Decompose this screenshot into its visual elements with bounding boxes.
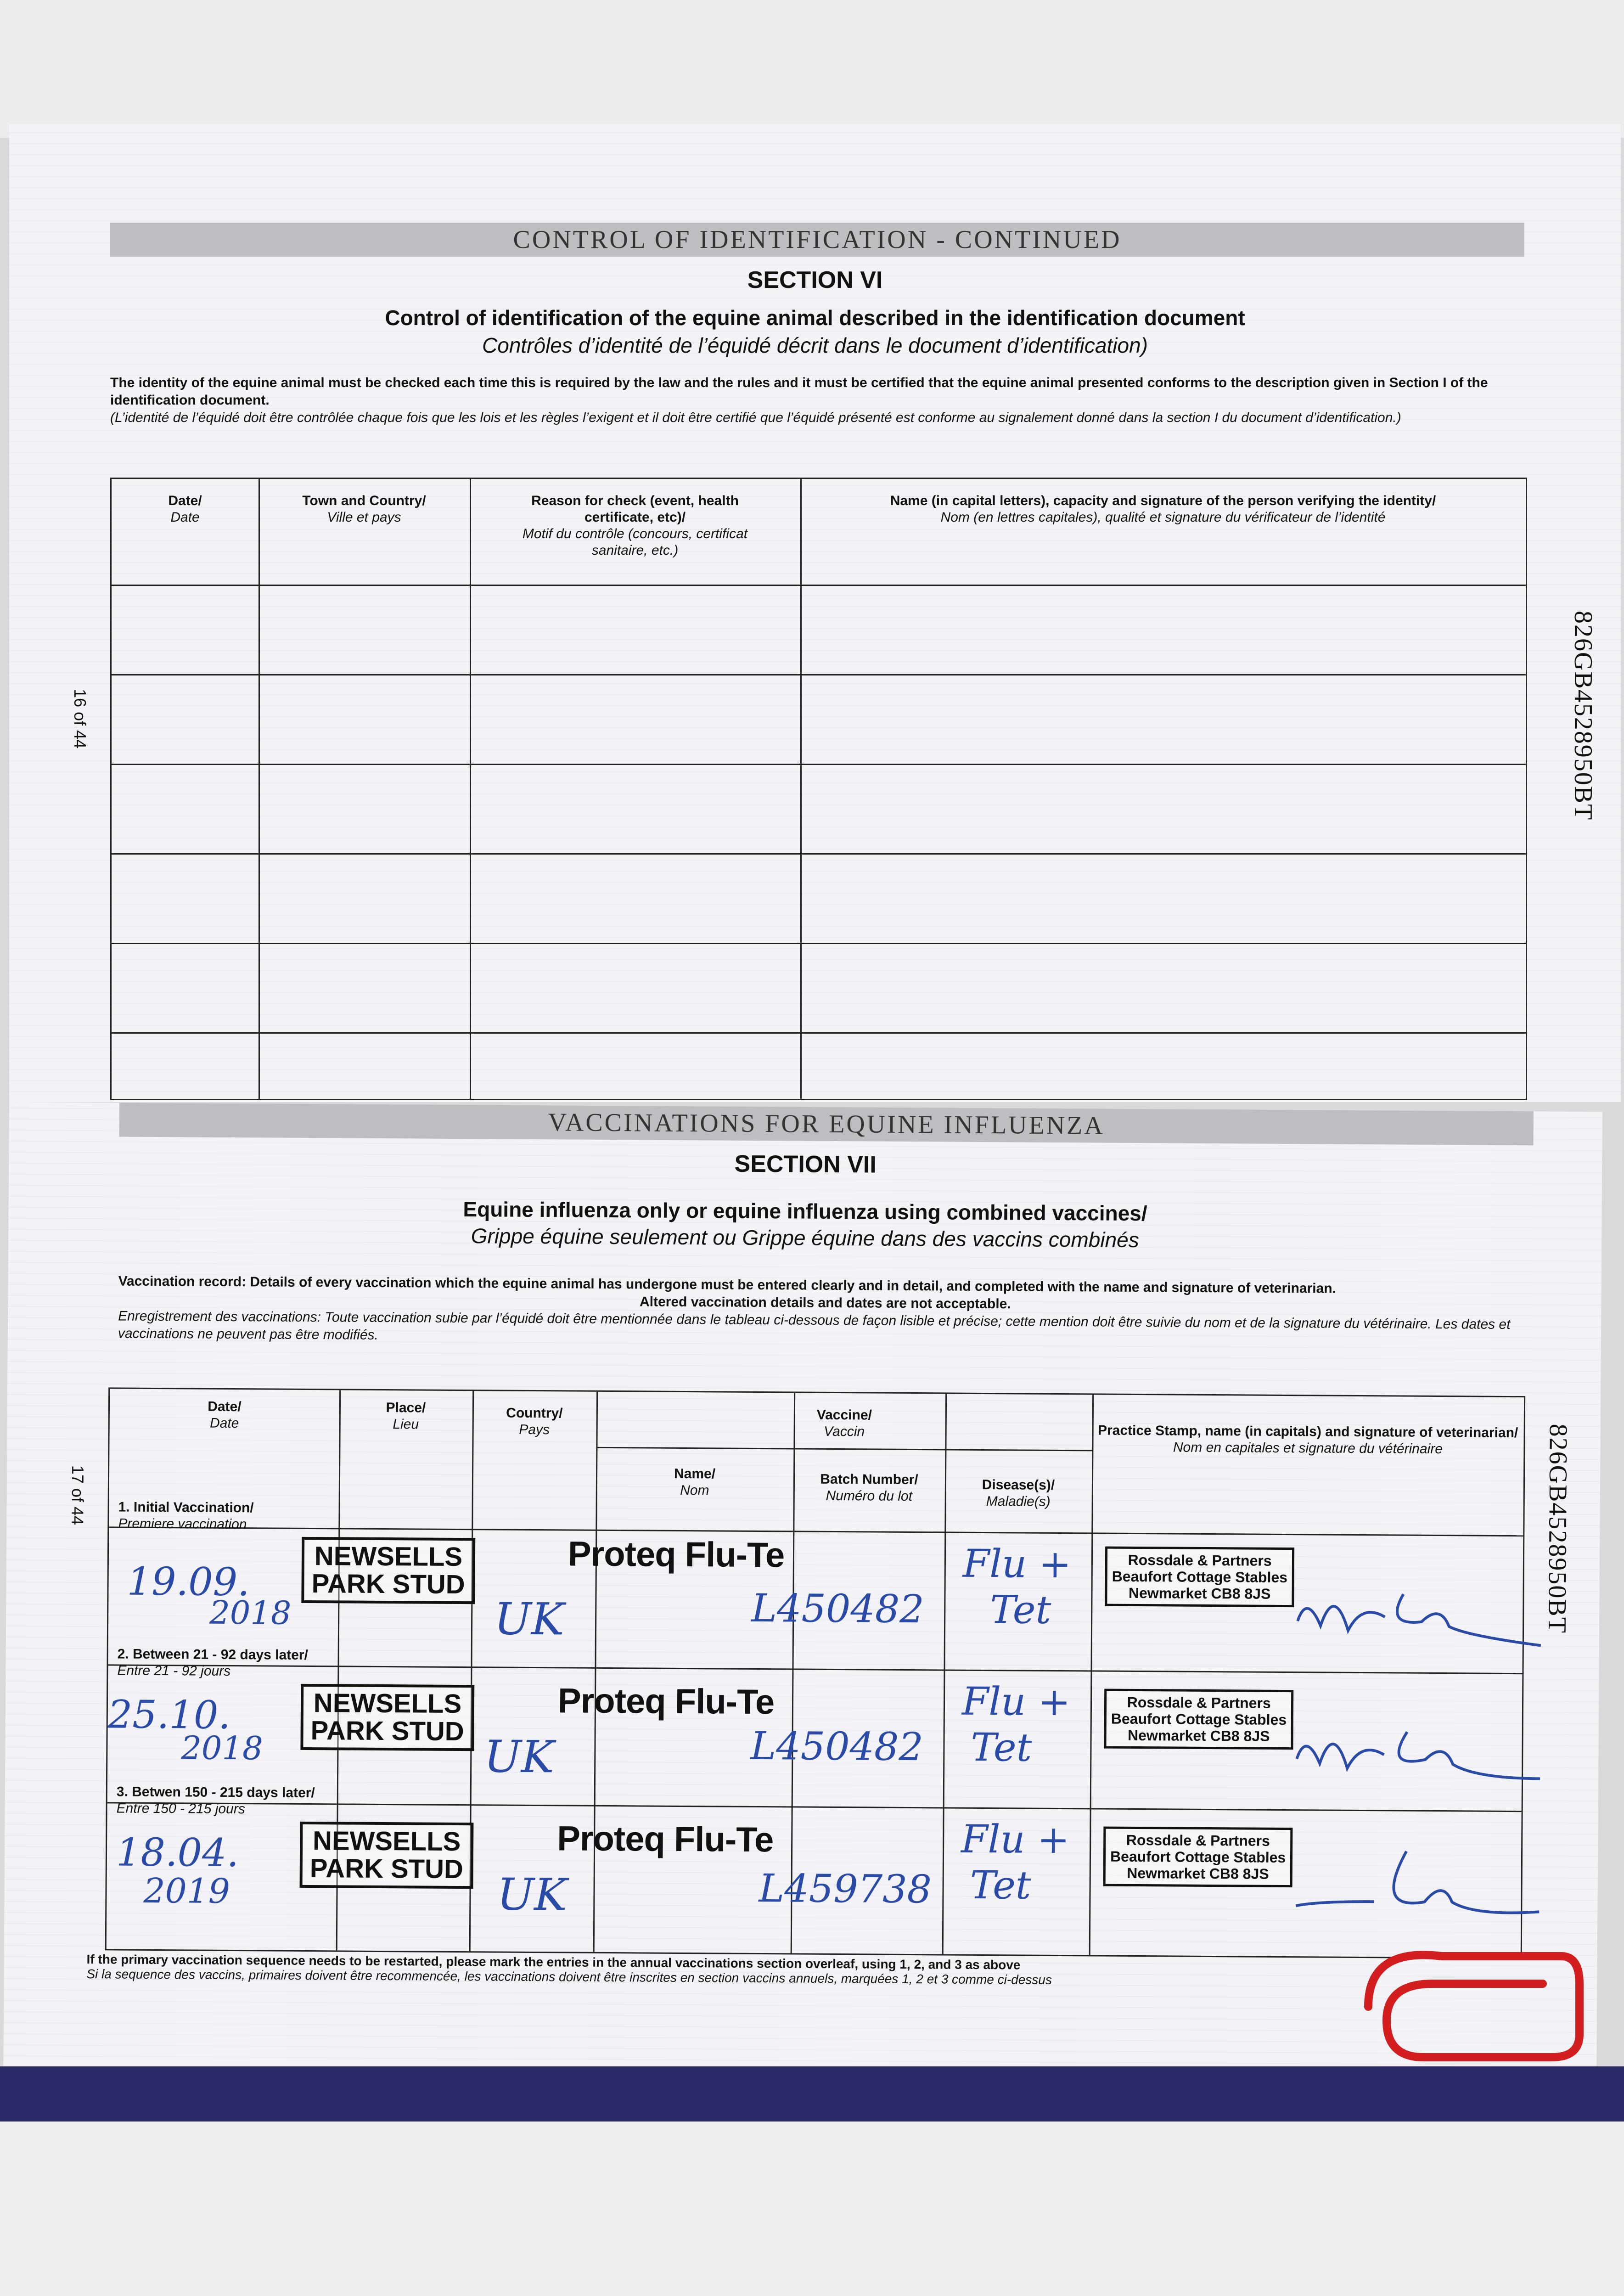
intro-text: [110, 374, 1524, 427]
page-number: 16 of 44: [71, 689, 90, 749]
vet-stamp: Rossdale & Partners Beaufort Cottage Stables Newmarket CB8 8JS: [1104, 1689, 1293, 1750]
col-date-header: Date/ Date: [208, 1399, 242, 1431]
page-number: 17 of 44: [68, 1465, 88, 1525]
batch-number: L450482: [750, 1723, 924, 1770]
row-year: 2018: [209, 1593, 292, 1632]
passport-number-side: 826GB4528950BT: [1542, 1424, 1573, 1634]
col-vaccine-header: Vaccine/ Vaccin: [816, 1407, 872, 1440]
page-16: [9, 124, 1621, 1102]
row-date: 19.09.: [127, 1559, 250, 1605]
identity-check-table: [110, 478, 1527, 1100]
scanner-bed-top: [0, 0, 1624, 138]
row-label: 3. Betwen 150 - 215 days later/ Entre 150 - 215 jours: [116, 1784, 315, 1817]
col-verifier-header: Name (in capital letters), capacity and signature of the person verifying the identity/ Nom (en lettres capitales), qualité et signature du vérificateur de l’identité: [890, 493, 1436, 525]
place-stamp: NEWSELLS PARK STUD: [301, 1537, 475, 1604]
section-title-fr: Contrôles d’identité de l’équidé décrit dans le document d’identification): [482, 333, 1148, 357]
row-label: 1. Initial Vaccination/ Premiere vaccination: [118, 1499, 254, 1532]
intro-fr: (L’identité de l’équidé doit être contrôlée chaque fois que les lois et les règles l’exigent et il doit être certifié que l’équidé présenté est conforme au signalement donné dans la section I du document d’identification.): [110, 410, 1401, 425]
disease: Flu +: [961, 1816, 1070, 1863]
passport-number-side: 826GB4528950BT: [1569, 611, 1597, 821]
row-label: 2. Between 21 - 92 days later/ Entre 21 - 92 jours: [117, 1646, 308, 1679]
record-en: Vaccination record: Details of every vaccination which the equine animal has undergone must be entered clearly and in detail, and completed with the name and signature of veterinarian.: [118, 1273, 1337, 1296]
disease: Flu +: [962, 1541, 1072, 1587]
section-band: CONTROL OF IDENTIFICATION - CONTINUED: [110, 223, 1524, 257]
batch-number: L450482: [751, 1585, 925, 1632]
col-name-header: Name/ Nom: [674, 1466, 716, 1498]
batch-number: L459738: [759, 1866, 932, 1912]
col-date-header: Date/ Date: [168, 493, 202, 525]
footer-text: [86, 1952, 1510, 1990]
place-stamp: NEWSELLS PARK STUD: [300, 1684, 474, 1751]
vaccine-name: Proteq Flu-Te: [557, 1681, 775, 1722]
col-place-header: Place/ Lieu: [386, 1400, 426, 1432]
paper-clip: [1350, 1929, 1598, 2076]
row-year: 2019: [143, 1871, 230, 1911]
col-stamp-header: Practice Stamp, name (in capitals) and signature of veterinarian/ Nom en capitales et signature du vétérinaire: [1097, 1423, 1518, 1457]
row-date: 18.04.: [116, 1829, 239, 1876]
section-heading: SECTION VI: [747, 267, 883, 293]
row-country: UK: [483, 1731, 555, 1783]
disease-2: Tet: [971, 1724, 1032, 1770]
disease-2: Tet: [970, 1862, 1031, 1908]
disease-2: Tet: [989, 1587, 1051, 1632]
intro-en: The identity of the equine animal must be checked each time this is required by the law and the rules and it must be certified that the equine animal presented conforms to the description given in Section I of the identification document.: [110, 375, 1488, 408]
vet-stamp: Rossdale & Partners Beaufort Cottage Stables Newmarket CB8 8JS: [1105, 1547, 1294, 1608]
disease: Flu +: [961, 1678, 1071, 1725]
footer-fr: Si la sequence des vaccins, primaires doivent être recommencée, les vaccinations doivent être inscrites en section vaccins annuels, marquées 1, 2 et 3 comme ci-dessus: [86, 1967, 1052, 1987]
row-country: UK: [494, 1593, 565, 1645]
record-fr: Enregistrement des vaccinations: Toute vaccination subie par l’équidé doit être mentionnée dans le tableau ci-dessous de façon lisible et précise; cette mention doit être suivie du nom et de la signature du vétérinaire. Les dates et vaccinations ne peuvent pas être modifiés.: [118, 1308, 1511, 1343]
col-batch-header: Batch Number/ Numéro du lot: [820, 1471, 918, 1504]
record-en-2: Altered vaccination details and dates are not acceptable.: [639, 1294, 1011, 1312]
vaccine-name: Proteq Flu-Te: [568, 1534, 785, 1575]
section-band: VACCINATIONS FOR EQUINE INFLUENZA: [119, 1103, 1534, 1145]
section-title-en: Equine influenza only or equine influenza using combined vaccines/: [463, 1197, 1147, 1226]
col-town-header: Town and Country/ Ville et pays: [302, 493, 426, 525]
vaccine-name: Proteq Flu-Te: [556, 1819, 774, 1860]
row-date: 25.10.: [107, 1692, 231, 1738]
col-country-header: Country/ Pays: [506, 1405, 563, 1438]
record-text: [118, 1272, 1533, 1351]
vet-signature-3: [1291, 1832, 1549, 1935]
vaccination-table: [105, 1387, 1525, 1959]
vet-signature-1: [1293, 1566, 1551, 1668]
col-disease-header: Disease(s)/ Maladie(s): [982, 1477, 1055, 1509]
row-year: 2018: [181, 1729, 263, 1767]
scanner-bed-bottom: [0, 2122, 1624, 2296]
passport-cover: [0, 2066, 1624, 2122]
vet-stamp: Rossdale & Partners Beaufort Cottage Stables Newmarket CB8 8JS: [1103, 1827, 1293, 1888]
section-heading: SECTION VII: [734, 1150, 877, 1178]
section-title-fr: Grippe équine seulement ou Grippe équine dans des vaccins combinés: [471, 1224, 1139, 1252]
row-country: UK: [497, 1868, 568, 1921]
col-reason-header: Reason for check (event, health certificate, etc)/ Motif du contrôle (concours, certificat sanitaire, etc.): [522, 493, 748, 558]
place-stamp: NEWSELLS PARK STUD: [300, 1822, 474, 1889]
section-title-en: Control of identification of the equine animal described in the identification document: [385, 306, 1245, 330]
vet-signature-2: [1292, 1699, 1550, 1801]
footer-en: If the primary vaccination sequence needs to be restarted, please mark the entries in the annual vaccinations section overleaf, using 1, 2, and 3 as above: [86, 1952, 1021, 1972]
